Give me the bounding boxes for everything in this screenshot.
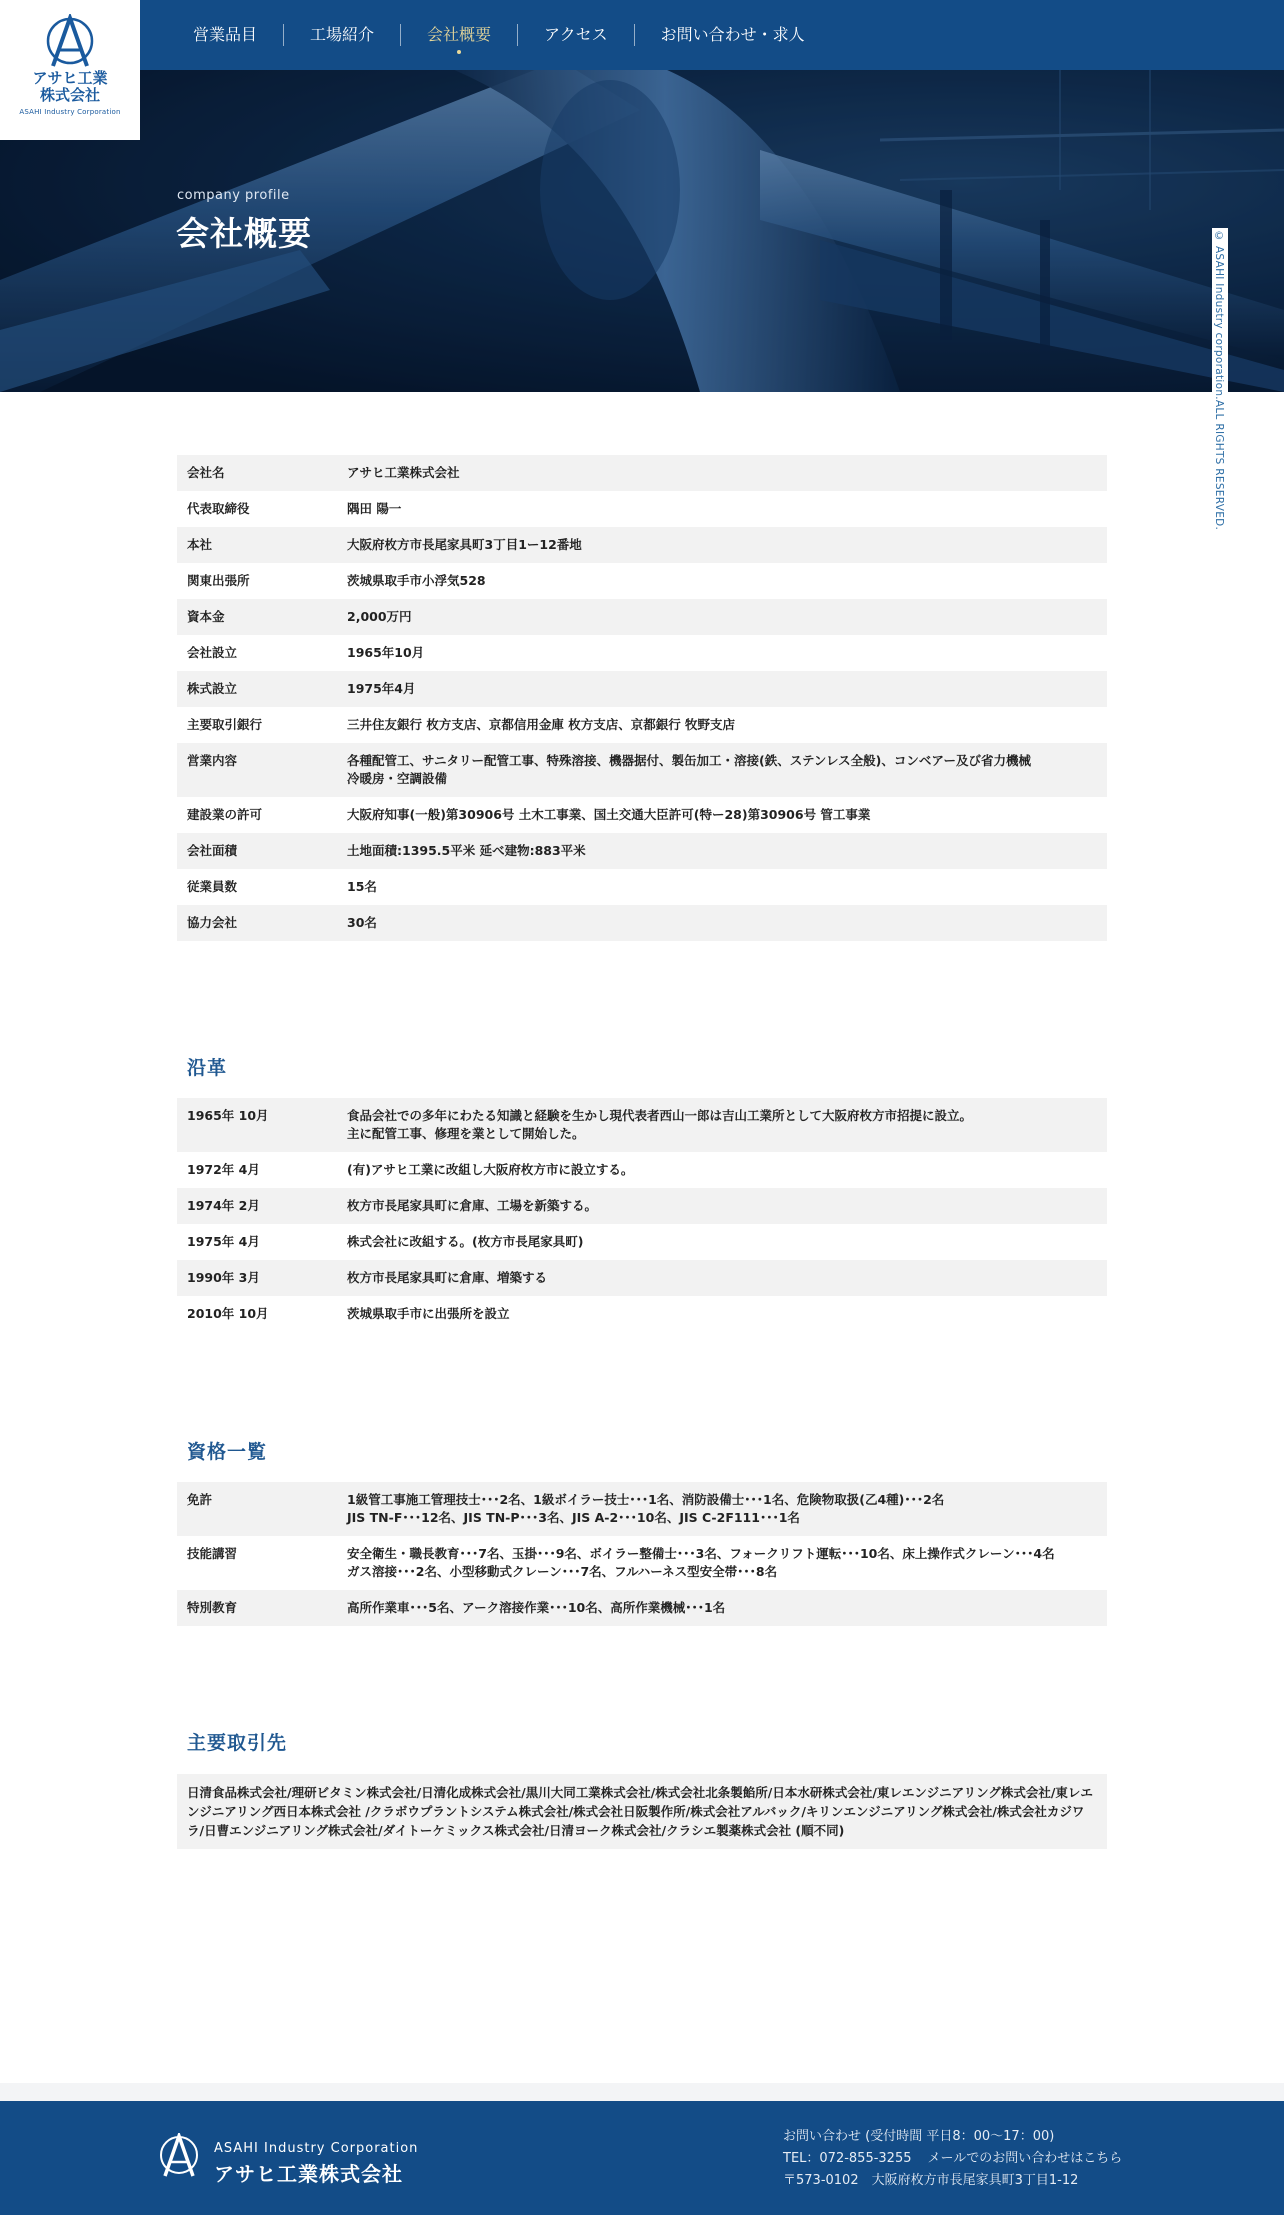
history-table (177, 1098, 1107, 1332)
table-row (177, 455, 1107, 491)
table-row (177, 869, 1107, 905)
footer-company-en: ASAHI Industry Corporation (214, 2141, 419, 2156)
row-value: 枚方市長尾家具町に倉庫、増築する (347, 1270, 548, 1285)
row-value: 各種配管工、サニタリー配管工事、特殊溶接、機器据付、製缶加工・溶接(鉄、ステンレス全般)、コンベアー及び省力機械 冷暖房・空調設備 (347, 753, 1031, 786)
row-key: 資本金 (187, 609, 225, 624)
clients-list: 日清食品株式会社/理研ビタミン株式会社/日清化成株式会社/黒川大同工業株式会社/株式会社北条製餡所/日本水研株式会社/東レエンジニアリング株式会社/東レエンジニアリング西日本株式会社 /クラボウプラントシステム株式会社/株式会社日阪製作所/株式会社アルバック/キリンエンジニアリング株式会社/株式会社カジワラ/日曹エンジニアリング株式会社/ダイトーケミックス株式会社/日清ヨーク株式会社/クラシエ製薬株式会社 (順不同) (177, 1774, 1107, 1849)
row-key: 免許 (187, 1492, 213, 1507)
row-value: 枚方市長尾家具町に倉庫、工場を新築する。 (347, 1198, 598, 1213)
row-value: 15名 (347, 879, 377, 894)
table-row (177, 527, 1107, 563)
logo-english-name: ASAHI Industry Corporation (19, 108, 121, 116)
row-key: 関東出張所 (187, 573, 250, 588)
footer-mail-link[interactable]: メールでのお問い合わせはこちら (927, 2151, 1123, 2166)
table-row (177, 1296, 1107, 1332)
row-key: 建設業の許可 (187, 807, 263, 822)
row-value: 大阪府知事(一般)第30906号 土木工事業、国土交通大臣許可(特ー28)第30906号 管工事業 (347, 807, 871, 822)
nav-item-contact[interactable]: お問い合わせ・求人 (634, 24, 831, 46)
qualifications-title: 資格一覧 (187, 1441, 268, 1463)
row-value: 30名 (347, 915, 377, 930)
table-row (177, 905, 1107, 941)
site-logo[interactable] (0, 0, 140, 140)
table-row (177, 1590, 1107, 1626)
top-navbar (0, 0, 1284, 70)
row-key: 1972年 4月 (187, 1162, 260, 1177)
footer-address: 〒573-0102 大阪府枚方市長尾家具町3丁目1-12 (783, 2173, 1079, 2188)
row-value: 安全衛生・職長教育･･･7名、玉掛･･･9名、ボイラー整備士･･･3名、フォークリフト運転･･･10名、床上操作式クレーン･･･4名 ガス溶接･･･2名、小型移動式クレーン･･･7名、フルハーネス型安全帯･･･8名 (347, 1546, 1055, 1579)
footer-contact-info (783, 2126, 1122, 2192)
table-row (177, 1224, 1107, 1260)
vertical-copyright (1212, 228, 1228, 531)
page-title: 会社概要 (176, 214, 312, 253)
row-key: 1990年 3月 (187, 1270, 260, 1285)
row-key: 特別教育 (187, 1600, 238, 1615)
table-row (177, 1536, 1107, 1590)
table-row (177, 743, 1107, 797)
row-key: 1975年 4月 (187, 1234, 260, 1249)
footer-logo-icon (156, 2133, 202, 2177)
row-key: 営業内容 (187, 753, 238, 768)
row-value: 茨城県取手市に出張所を設立 (347, 1306, 510, 1321)
table-row (177, 1482, 1107, 1536)
history-title: 沿革 (187, 1057, 228, 1079)
hero-banner (0, 70, 1284, 392)
site-footer (0, 2101, 1284, 2215)
footer-hours: お問い合わせ (受付時間 平日8：00〜17：00) (783, 2129, 1055, 2144)
nav-item-company[interactable]: 会社概要 (400, 24, 517, 46)
row-value: アサヒ工業株式会社 (347, 465, 460, 480)
row-value: 茨城県取手市小浮気528 (347, 573, 486, 588)
table-row (177, 563, 1107, 599)
row-value: 1965年10月 (347, 645, 425, 660)
table-row (177, 1260, 1107, 1296)
qualifications-table (177, 1482, 1107, 1626)
row-key: 1965年 10月 (187, 1108, 269, 1123)
nav-item-access[interactable]: アクセス (517, 24, 634, 46)
row-key: 代表取締役 (187, 501, 250, 516)
table-row (177, 1098, 1107, 1152)
table-row (177, 671, 1107, 707)
logo-company-name: アサヒ工業 株式会社 (32, 69, 108, 104)
table-row (177, 491, 1107, 527)
row-value: 大阪府枚方市長尾家具町3丁目1ー12番地 (347, 537, 582, 552)
row-key: 1974年 2月 (187, 1198, 260, 1213)
copyright-text: © ASAHI Industry corporation.ALL RIGHTS RESERVED. (1213, 230, 1225, 531)
row-value: 高所作業車･･･5名、アーク溶接作業･･･10名、高所作業機械･･･1名 (347, 1600, 726, 1615)
company-profile-table (177, 455, 1107, 941)
row-key: 技能講習 (187, 1546, 238, 1561)
row-key: 従業員数 (187, 879, 238, 894)
table-row (177, 635, 1107, 671)
row-value: 2,000万円 (347, 609, 412, 624)
row-key: 会社名 (187, 465, 225, 480)
footer-divider (0, 2083, 1284, 2101)
logo-a-icon (40, 14, 100, 68)
table-row (177, 797, 1107, 833)
row-value: (有)アサヒ工業に改組し大阪府枚方市に設立する。 (347, 1162, 634, 1177)
row-value: 食品会社での多年にわたる知識と経験を生かし現代表者西山一郎は吉山工業所として大阪府枚方市招提に設立。 主に配管工事、修理を業として開始した。 (347, 1108, 973, 1141)
table-row (177, 707, 1107, 743)
row-key: 協力会社 (187, 915, 238, 930)
table-row (177, 1152, 1107, 1188)
table-row (177, 599, 1107, 635)
row-key: 2010年 10月 (187, 1306, 269, 1321)
footer-company-ja: アサヒ工業株式会社 (214, 2162, 403, 2186)
main-nav (167, 0, 831, 70)
row-value: 1級管工事施工管理技士･･･2名、1級ボイラー技士･･･1名、消防設備士･･･1名、危険物取扱(乙4種)･･･2名 JIS TN-F･･･12名、JIS TN-P･･･3名、JIS A-2･･･10名、JIS C-2F111･･･1名 (347, 1492, 945, 1525)
nav-item-products[interactable]: 営業品目 (193, 25, 258, 44)
row-value: 三井住友銀行 枚方支店、京都信用金庫 枚方支店、京都銀行 牧野支店 (347, 717, 736, 732)
clients-title: 主要取引先 (187, 1732, 288, 1754)
table-row (177, 833, 1107, 869)
row-key: 会社設立 (187, 645, 238, 660)
row-key: 株式設立 (187, 681, 238, 696)
row-key: 主要取引銀行 (187, 717, 263, 732)
table-row (177, 1188, 1107, 1224)
row-value: 株式会社に改組する。(枚方市長尾家具町) (347, 1234, 584, 1249)
hero-subtitle: company profile (177, 188, 290, 203)
row-value: 隅田 陽一 (347, 501, 402, 516)
row-key: 会社面積 (187, 843, 238, 858)
nav-item-factory[interactable]: 工場紹介 (283, 24, 400, 46)
row-value: 土地面積:1395.5平米 延べ建物:883平米 (347, 843, 586, 858)
row-value: 1975年4月 (347, 681, 416, 696)
row-key: 本社 (187, 537, 213, 552)
footer-tel[interactable]: TEL：072-855-3255 (783, 2151, 912, 2166)
